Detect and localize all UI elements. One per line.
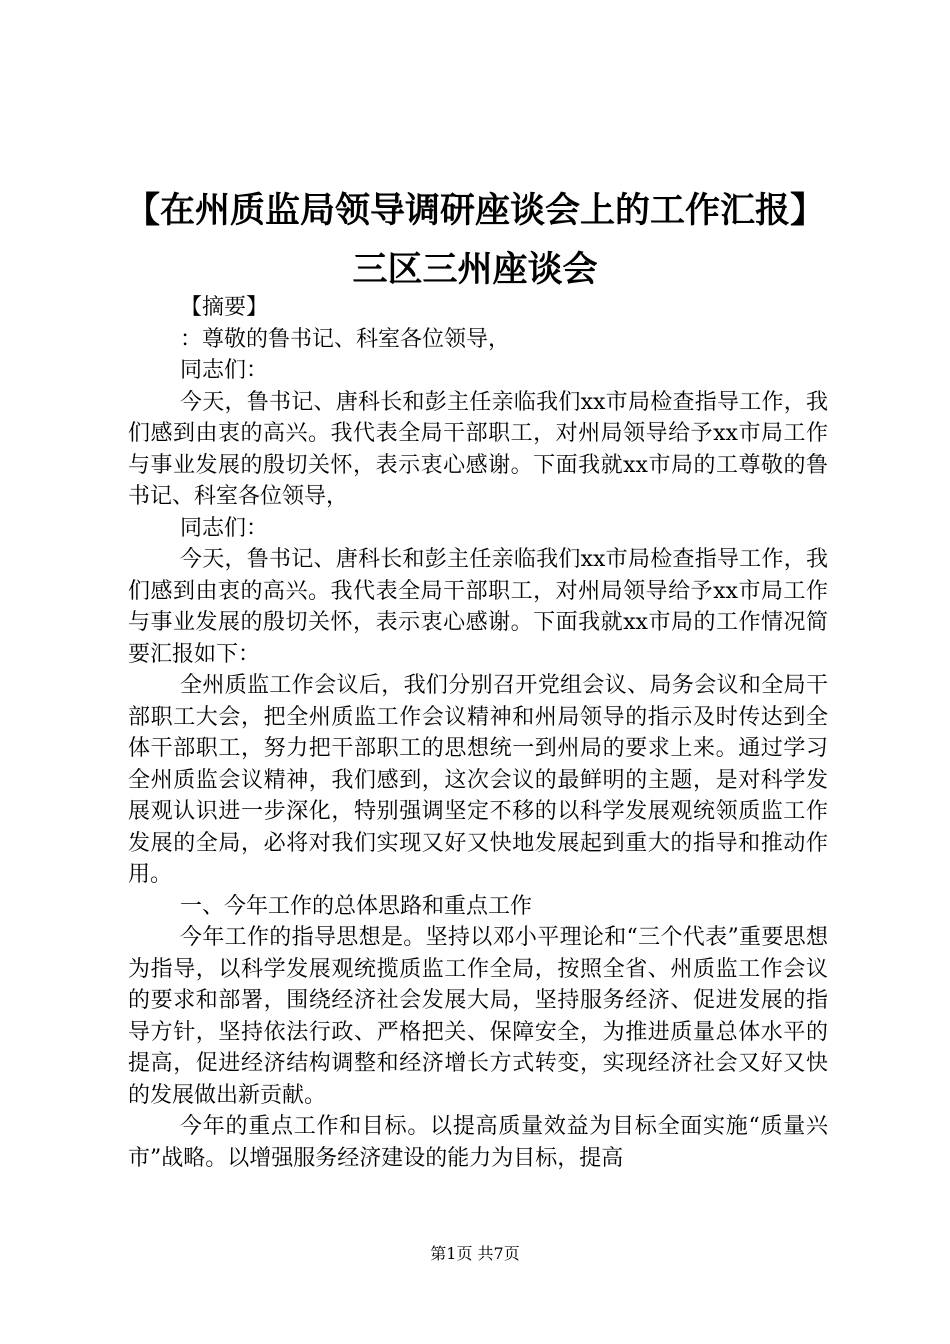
paragraph-key-work: 今年的重点工作和目标。以提高质量效益为目标全面实施“质量兴市”战略。以增强服务经济建设的能力为目标，提高	[128, 1114, 828, 1171]
paragraph-guiding-ideology: 今年工作的指导思想是。坚持以邓小平理论和“三个代表”重要思想为指导，以科学发展观统揽质监工作全局，按照全省、州质监工作会议的要求和部署，围绕经济社会发展大局，坚持服务经济、促进发展的指导方针，坚持依法行政、严格把关、保障安全，为推进质量总体水平的提高，促进经济结构调整和经济增长方式转变，实现经济社会又好又快的发展做出新贡献。	[128, 925, 828, 1108]
paragraph-opening: 今天，鲁书记、唐科长和彭主任亲临我们xx市局检查指导工作，我们感到由衷的高兴。我代表全局干部职工，对州局领导给予xx市局工作与事业发展的殷切关怀，表示衷心感谢。下面我就xx市局的工尊敬的鲁书记、科室各位领导，	[128, 389, 828, 509]
section-heading-1: 一、今年工作的总体思路和重点工作	[180, 893, 533, 919]
paragraph-opening-repeat: 今天，鲁书记、唐科长和彭主任亲临我们xx市局检查指导工作，我们感到由衷的高兴。我代表全局干部职工，对州局领导给予xx市局工作与事业发展的殷切关怀，表示衷心感谢。下面我就xx市局的工作情况简要汇报如下：	[128, 547, 828, 667]
paragraph-abstract-label: 【摘要】	[180, 295, 269, 320]
document-title-line1: 【在州质监局领导调研座谈会上的工作汇报】	[124, 190, 825, 231]
paragraph-salutation: ：尊敬的鲁书记、科室各位领导，	[180, 326, 511, 352]
paragraph-comrades-repeat: 同志们：	[180, 515, 269, 541]
page-number-footer: 第1页 共7页	[430, 1244, 520, 1263]
paragraph-comrades: 同志们：	[180, 358, 269, 383]
document-title-line2: 三区三州座谈会	[352, 249, 598, 290]
document-body	[128, 292, 828, 1174]
paragraph-meeting-summary: 全州质监工作会议后，我们分别召开党组会议、局务会议和全局干部职工大会，把全州质监工作会议精神和州局领导的指示及时传达到全体干部职工，努力把干部职工的思想统一到州局的要求上来。通过学习全州质监会议精神，我们感到，这次会议的最鲜明的主题，是对科学发展观认识进一步深化，特别强调坚定不移的以科学发展观统领质监工作发展的全局，必将对我们实现又好又快地发展起到重大的指导和推动作用。	[128, 673, 828, 887]
